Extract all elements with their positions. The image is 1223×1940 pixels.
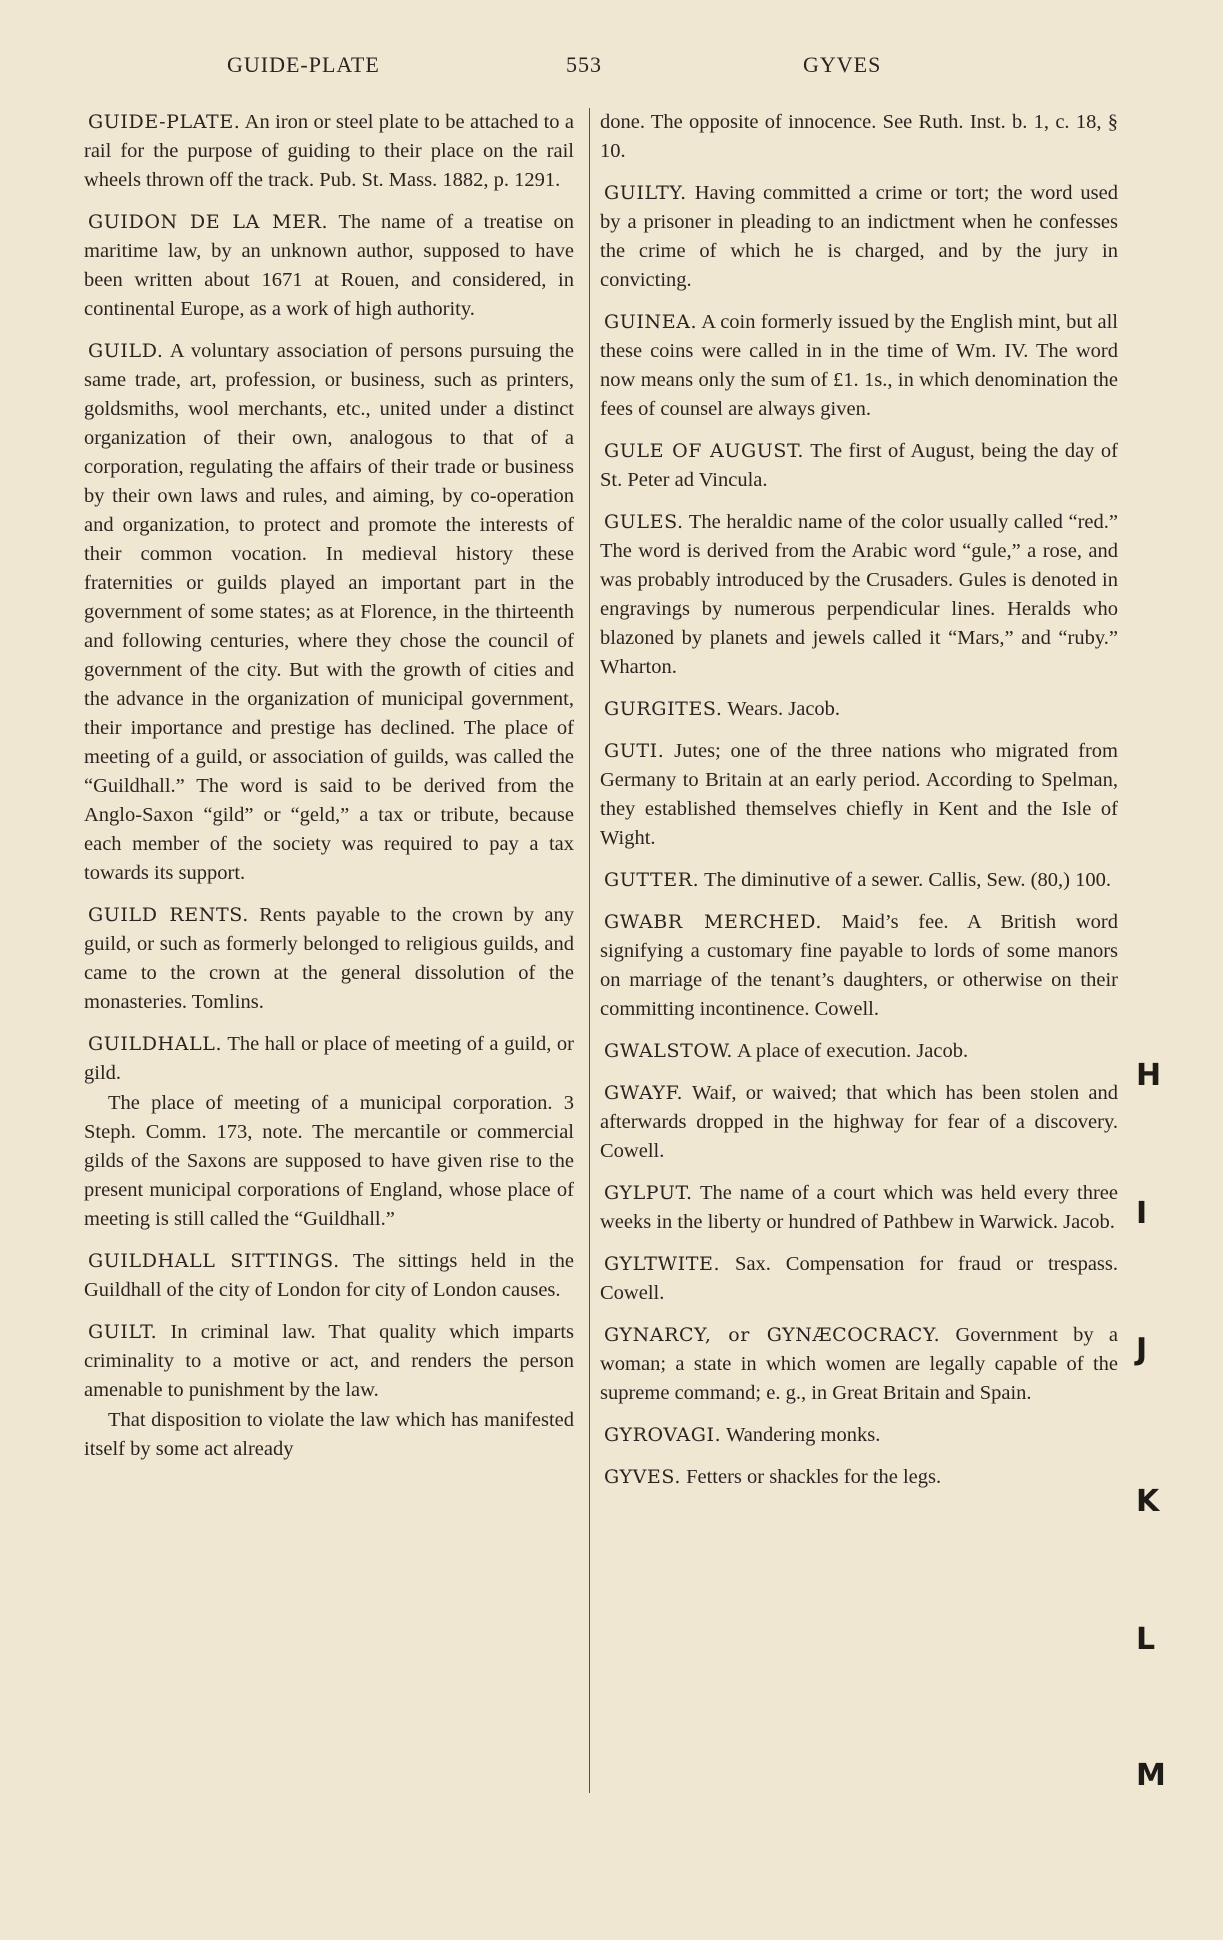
headword: GUILTY. [604, 182, 687, 204]
definition: The heraldic name of the color usually called “red.” The word is derived from the Arabic word “gule,” a rose, and was probably introduced by the Crusaders. Gules is denoted in engravings by numerous perpendicular lines. Heralds who blazoned by planets and jewels called it “Mars,” and “ruby.” Wharton. [600, 511, 1118, 678]
headword: GUILD. [88, 340, 164, 362]
definition: The name of a court which was held every three weeks in the liberty or hundred of Pathbew in Warwick. Jacob. [600, 1182, 1118, 1233]
headword: GULE OF AUGUST. [604, 440, 805, 462]
definition: The hall or place of meeting of a guild, or gild. [84, 1033, 574, 1084]
definition: The place of meeting of a municipal corporation. 3 Steph. Comm. 173, note. The mercantile or commercial gilds of the Saxons are supposed to have given rise to the present municipal corporations of England, whose place of meeting is still called the “Guildhall.” [84, 1092, 574, 1230]
entry [84, 1030, 574, 1088]
definition: That disposition to violate the law which has manifested itself by some act already [84, 1409, 574, 1460]
headword: GUINEA. [604, 311, 698, 333]
definition: A voluntary association of persons pursuing the same trade, art, profession, or business, such as printers, goldsmiths, wool merchants, etc., united under a distinct organization of their own, analogous to that of a corporation, regulating the affairs of their trade or business by their own laws and rules, and aiming, by co-operation and organization, to protect and promote the interests of their common vocation. In medieval history these fraternities or guilds played an important part in the government of some states; as at Florence, in the thirteenth and following centuries, where they chose the council of government of the city. But with the growth of cities and the advance in the organization of municipal government, their importance and prestige has declined. The place of meeting of a guild, or association of guilds, was called the “Guildhall.” The word is said to be derived from the Anglo-Saxon “gild” or “geld,” a tax or tribute, because each member of the society was required to pay a tax towards its support. [84, 340, 574, 884]
headword: GWABR MERCHED. [604, 911, 822, 933]
entry [600, 1179, 1118, 1237]
headword: GUIDON DE LA MER. [88, 211, 329, 233]
entry [600, 1250, 1118, 1308]
entry [84, 1247, 574, 1305]
running-head-right: GYVES [803, 52, 882, 77]
definition: Maid’s fee. A British word signifying a customary fine payable to lords of some manors on marriage of the tenant’s daughters, or otherwise on their committing incontinence. Cowell. [600, 911, 1118, 1020]
column-divider [589, 108, 590, 1793]
definition: Wandering monks. [725, 1424, 881, 1446]
definition: done. The opposite of innocence. See Ruth. Inst. b. 1, c. 18, § 10. [600, 111, 1118, 162]
headword: GYLTWITE. [604, 1253, 721, 1275]
entry [600, 908, 1118, 1024]
definition: Fetters or shackles for the legs. [686, 1466, 942, 1488]
entry [600, 866, 1118, 895]
entry-continuation [84, 1089, 574, 1234]
headword: GULES. [604, 511, 684, 533]
headword: GYLPUT. [604, 1182, 693, 1204]
headword: GUILD RENTS. [88, 904, 249, 926]
entry-continuation [84, 1406, 574, 1464]
entry [600, 1037, 1118, 1066]
definition: Rents payable to the crown by any guild, or such as formerly belonged to religious guilds, and came to the crown at the general dissolution of the monasteries. Tomlins. [84, 904, 574, 1013]
headword: GWALSTOW. [604, 1040, 734, 1062]
left-column [84, 108, 574, 1477]
definition: The sittings held in the Guildhall of the city of London for city of London causes. [84, 1250, 574, 1301]
thumb-index [1128, 0, 1188, 1940]
running-head-left: GUIDE-PLATE [227, 52, 380, 77]
headword: GUILDHALL. [88, 1033, 223, 1055]
entry [600, 1421, 1118, 1450]
right-column [600, 108, 1118, 1505]
headword: GUTTER. [604, 869, 700, 891]
entry-continuation [600, 108, 1118, 166]
headword: GYNARCY, or GYNÆCOCRACY. [604, 1324, 941, 1346]
entry [600, 179, 1118, 295]
headword: GYVES. [604, 1466, 681, 1488]
thumb-index-letter[interactable]: K [1136, 1484, 1160, 1519]
headword: GURGITES. [604, 698, 723, 720]
entry [600, 308, 1118, 424]
entry [600, 1079, 1118, 1166]
definition: Wears. Jacob. [727, 698, 841, 720]
definition: A place of execution. Jacob. [737, 1040, 969, 1062]
thumb-index-letter[interactable]: M [1136, 1758, 1166, 1793]
definition: Government by a woman; a state in which women are legally capable of the supreme command; e. g., in Great Britain and Spain. [600, 1324, 1119, 1404]
definition: The diminutive of a sewer. Callis, Sew. (80,) 100. [704, 869, 1111, 891]
headword: GUILT. [88, 1321, 158, 1343]
definition: In criminal law. That quality which imparts criminality to a motive or act, and renders the person amenable to punishment by the law. [84, 1321, 574, 1401]
running-head [0, 52, 1223, 82]
headword: GYROVAGI. [604, 1424, 722, 1446]
entry [84, 108, 574, 195]
entry [84, 337, 574, 888]
thumb-index-letter[interactable]: I [1136, 1196, 1148, 1231]
definition: Sax. Compensation for fraud or trespass. Cowell. [600, 1253, 1119, 1304]
entry [600, 695, 1118, 724]
definition: The name of a treatise on maritime law, by an unknown author, supposed to have been written about 1671 at Rouen, and considered, in continental Europe, as a work of high authority. [84, 211, 574, 320]
entry [600, 437, 1118, 495]
definition: A coin formerly issued by the English mint, but all these coins were called in in the time of Wm. IV. The word now means only the sum of £1. 1s., in which denomination the fees of counsel are always given. [600, 311, 1118, 420]
entry [84, 1318, 574, 1405]
definition: Jutes; one of the three nations who migrated from Germany to Britain at an early period. According to Spelman, they established themselves chiefly in Kent and the Isle of Wight. [600, 740, 1119, 849]
definition: The first of August, being the day of St. Peter ad Vincula. [600, 440, 1118, 491]
page-number: 553 [566, 52, 602, 77]
thumb-index-letter[interactable]: J [1136, 1332, 1148, 1367]
headword: GUIDE-PLATE. [88, 111, 241, 133]
headword: GWAYF. [604, 1082, 684, 1104]
definition: An iron or steel plate to be attached to a rail for the purpose of guiding to their place on the rail wheels thrown off the track. Pub. St. Mass. 1882, p. 1291. [84, 111, 575, 191]
entry [84, 901, 574, 1017]
thumb-index-letter[interactable]: L [1136, 1622, 1156, 1657]
thumb-index-letter[interactable]: H [1136, 1058, 1162, 1093]
entry [600, 1463, 1118, 1492]
entry [600, 737, 1118, 853]
entry [600, 508, 1118, 682]
entry [84, 208, 574, 324]
definition: Waif, or waived; that which has been stolen and afterwards dropped in the highway for fear of a discovery. Cowell. [600, 1082, 1118, 1162]
definition: Having committed a crime or tort; the word used by a prisoner in pleading to an indictment when he confesses the crime of which he is charged, and by the jury in convicting. [600, 182, 1118, 291]
headword: GUTI. [604, 740, 665, 762]
entry [600, 1321, 1118, 1408]
headword: GUILDHALL SITTINGS. [88, 1250, 340, 1272]
